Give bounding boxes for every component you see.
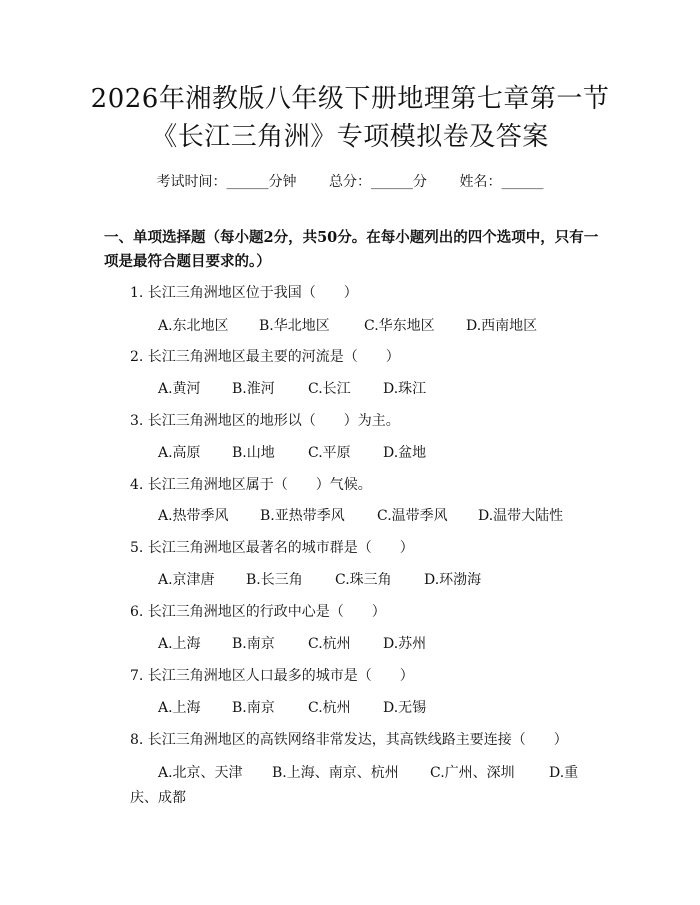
question-4: 4. 长江三角洲地区属于（ ）气候。 bbox=[130, 477, 372, 493]
option-b: B.上海、南京、杭州 bbox=[272, 765, 399, 781]
option-a: A.高原 bbox=[158, 445, 201, 461]
question-6: 6. 长江三角洲地区的行政中心是（ ） bbox=[130, 604, 386, 620]
exam-time-field: 考试时间：______分钟 bbox=[156, 174, 297, 190]
option-a: A.黄河 bbox=[158, 381, 201, 397]
option-b: B.亚热带季风 bbox=[260, 508, 345, 524]
option-d: D.苏州 bbox=[383, 636, 427, 652]
question-5: 5. 长江三角洲地区最著名的城市群是（ ） bbox=[130, 540, 414, 556]
option-b: B.淮河 bbox=[232, 381, 275, 397]
section-heading-single-choice: 一、单项选择题（每小题2分，共50分。在每小题列出的四个选项中，只有一项是最符合题目要求的。） bbox=[104, 229, 599, 270]
option-a: A.北京、天津 bbox=[158, 765, 243, 781]
option-d: D.盆地 bbox=[383, 445, 427, 461]
option-b: B.南京 bbox=[232, 700, 275, 716]
question-7: 7. 长江三角洲地区人口最多的城市是（ ） bbox=[130, 668, 414, 684]
option-d: D.环渤海 bbox=[424, 572, 482, 588]
option-a: A.京津唐 bbox=[158, 572, 215, 588]
option-b: B.南京 bbox=[232, 636, 275, 652]
option-c: C.长江 bbox=[308, 381, 351, 397]
option-c: C.温带季风 bbox=[377, 508, 448, 524]
option-d: D.无锡 bbox=[383, 700, 427, 716]
name-field: 姓名：______ bbox=[459, 174, 544, 190]
option-b: B.华北地区 bbox=[259, 318, 330, 334]
exam-meta bbox=[0, 171, 700, 191]
question-8-option-d-continuation: 庆、成都 bbox=[130, 790, 186, 806]
option-a: A.上海 bbox=[158, 700, 201, 716]
option-d: D.重 bbox=[549, 765, 579, 781]
option-a: A.热带季风 bbox=[158, 508, 229, 524]
option-a: A.上海 bbox=[158, 636, 201, 652]
question-8: 8. 长江三角洲地区的高铁网络非常发达，其高铁线路主要连接（ ） bbox=[130, 732, 568, 748]
question-1: 1. 长江三角洲地区位于我国（ ） bbox=[130, 285, 358, 301]
question-2: 2. 长江三角洲地区最主要的河流是（ ） bbox=[130, 349, 400, 365]
option-c: C.珠三角 bbox=[335, 572, 392, 588]
option-b: B.山地 bbox=[232, 445, 275, 461]
option-d: D.西南地区 bbox=[466, 318, 538, 334]
question-3: 3. 长江三角洲地区的地形以（ ）为主。 bbox=[130, 413, 400, 429]
option-c: C.杭州 bbox=[308, 636, 351, 652]
option-c: C.杭州 bbox=[308, 700, 351, 716]
exam-title-line-1: 2026年湘教版八年级下册地理第七章第一节 bbox=[90, 84, 610, 114]
option-d: D.温带大陆性 bbox=[478, 508, 564, 524]
option-c: C.广州、深圳 bbox=[430, 765, 515, 781]
option-a: A.东北地区 bbox=[158, 318, 229, 334]
total-score-field: 总分：______分 bbox=[329, 174, 427, 190]
option-c: C.华东地区 bbox=[364, 318, 435, 334]
exam-title-line-2: 《长江三角洲》专项模拟卷及答案 bbox=[151, 122, 549, 152]
option-c: C.平原 bbox=[308, 445, 351, 461]
option-d: D.珠江 bbox=[383, 381, 427, 397]
option-b: B.长三角 bbox=[246, 572, 303, 588]
